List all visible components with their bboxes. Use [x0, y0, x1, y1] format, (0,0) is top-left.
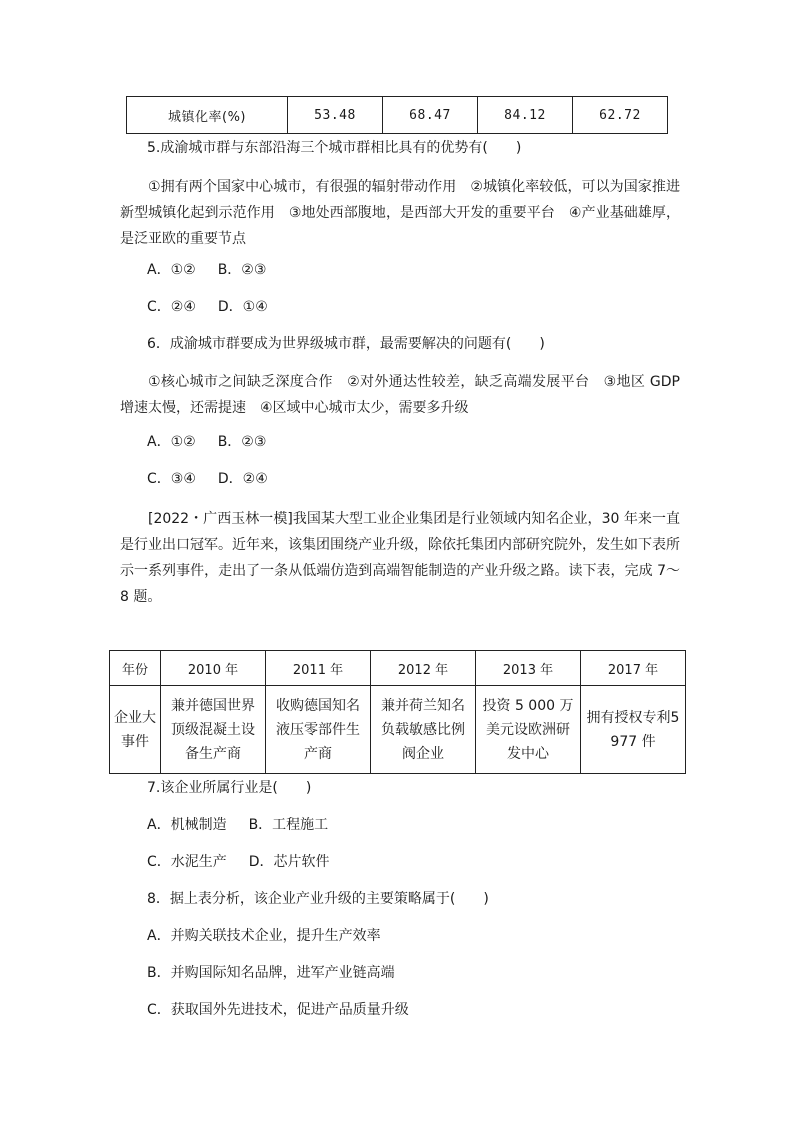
option-c[interactable]: C．获取国外先进技术，促进产品质量升级	[147, 1002, 409, 1018]
table-header-cell: 2013 年	[476, 651, 581, 686]
option-a[interactable]: A．①②	[147, 434, 196, 450]
urbanization-table	[126, 96, 668, 134]
table-header-row	[110, 651, 686, 686]
option-d[interactable]: D．①④	[217, 299, 268, 315]
option-c[interactable]: C．水泥生产	[147, 854, 227, 870]
table-cell: 68.47	[383, 97, 478, 134]
option-d[interactable]: D．②④	[217, 471, 268, 487]
option-a[interactable]: A．并购关联技术企业，提升生产效率	[147, 928, 381, 944]
question-5-statements: ①拥有两个国家中心城市，有很强的辐射带动作用 ②城镇化率较低，可以为国家推进新型城镇化起到示范作用 ③地处西部腹地，是西部大开发的重要平台 ④产业基础雄厚，是泛亚欧的重要节点	[120, 179, 680, 247]
option-a[interactable]: A．①②	[147, 262, 196, 278]
question-7-options-row-2	[147, 852, 330, 872]
table-row-label: 企业大事件	[110, 686, 161, 774]
option-b[interactable]: B．②③	[217, 434, 267, 450]
table-cell: 53.48	[288, 97, 383, 134]
table-cell: 拥有授权专利5 977 件	[581, 686, 686, 774]
table-cell-label: 城镇化率(%)	[127, 97, 288, 134]
table-header-cell: 年份	[110, 651, 161, 686]
option-a[interactable]: A．机械制造	[147, 817, 227, 833]
question-8-stem: 8．据上表分析，该企业产业升级的主要策略属于( )	[147, 891, 489, 907]
question-5-options-row-1	[147, 260, 266, 280]
table-header-cell: 2012 年	[371, 651, 476, 686]
question-6-statements: ①核心城市之间缺乏深度合作 ②对外通达性较差，缺乏高端发展平台 ③地区 GDP 增速太慢，还需提速 ④区域中心城市太少，需要多升级	[120, 374, 680, 416]
option-b[interactable]: B．②③	[217, 262, 267, 278]
table-header-cell: 2010 年	[161, 651, 266, 686]
question-6-options-row-2	[147, 469, 268, 489]
table-cell: 收购德国知名液压零部件生产商	[266, 686, 371, 774]
option-b[interactable]: B．工程施工	[248, 817, 329, 833]
table-cell: 兼并德国世界顶级混凝土设备生产商	[161, 686, 266, 774]
table-cell: 84.12	[478, 97, 573, 134]
company-events-table	[109, 650, 686, 774]
option-d[interactable]: D．芯片软件	[248, 854, 330, 870]
table-row	[110, 686, 686, 774]
table-row	[127, 97, 668, 134]
question-7-options-row-1	[147, 815, 328, 835]
option-c[interactable]: C．③④	[147, 471, 196, 487]
option-c[interactable]: C．②④	[147, 299, 196, 315]
question-5-options-row-2	[147, 297, 268, 317]
question-6-stem: 6．成渝城市群要成为世界级城市群，最需要解决的问题有( )	[147, 336, 545, 352]
table-cell: 兼并荷兰知名负载敏感比例阀企业	[371, 686, 476, 774]
table-header-cell: 2017 年	[581, 651, 686, 686]
table-cell: 投资 5 000 万美元设欧洲研发中心	[476, 686, 581, 774]
question-6-options-row-1	[147, 432, 266, 452]
option-b[interactable]: B．并购国际知名品牌，进军产业链高端	[147, 965, 395, 981]
question-5-stem: 5.成渝城市群与东部沿海三个城市群相比具有的优势有( )	[147, 140, 522, 156]
question-7-stem: 7.该企业所属行业是( )	[147, 780, 312, 796]
material-intro: [2022・广西玉林一模]我国某大型工业企业集团是行业领域内知名企业，30 年来一直是行业出口冠军。近年来，该集团围绕产业升级，除依托集团内部研究院外，发生如下表所示一系列事件，走出了一条从低端仿造到高端智能制造的产业升级之路。读下表，完成 7～8 题。	[120, 511, 680, 605]
table-header-cell: 2011 年	[266, 651, 371, 686]
table-cell: 62.72	[573, 97, 668, 134]
